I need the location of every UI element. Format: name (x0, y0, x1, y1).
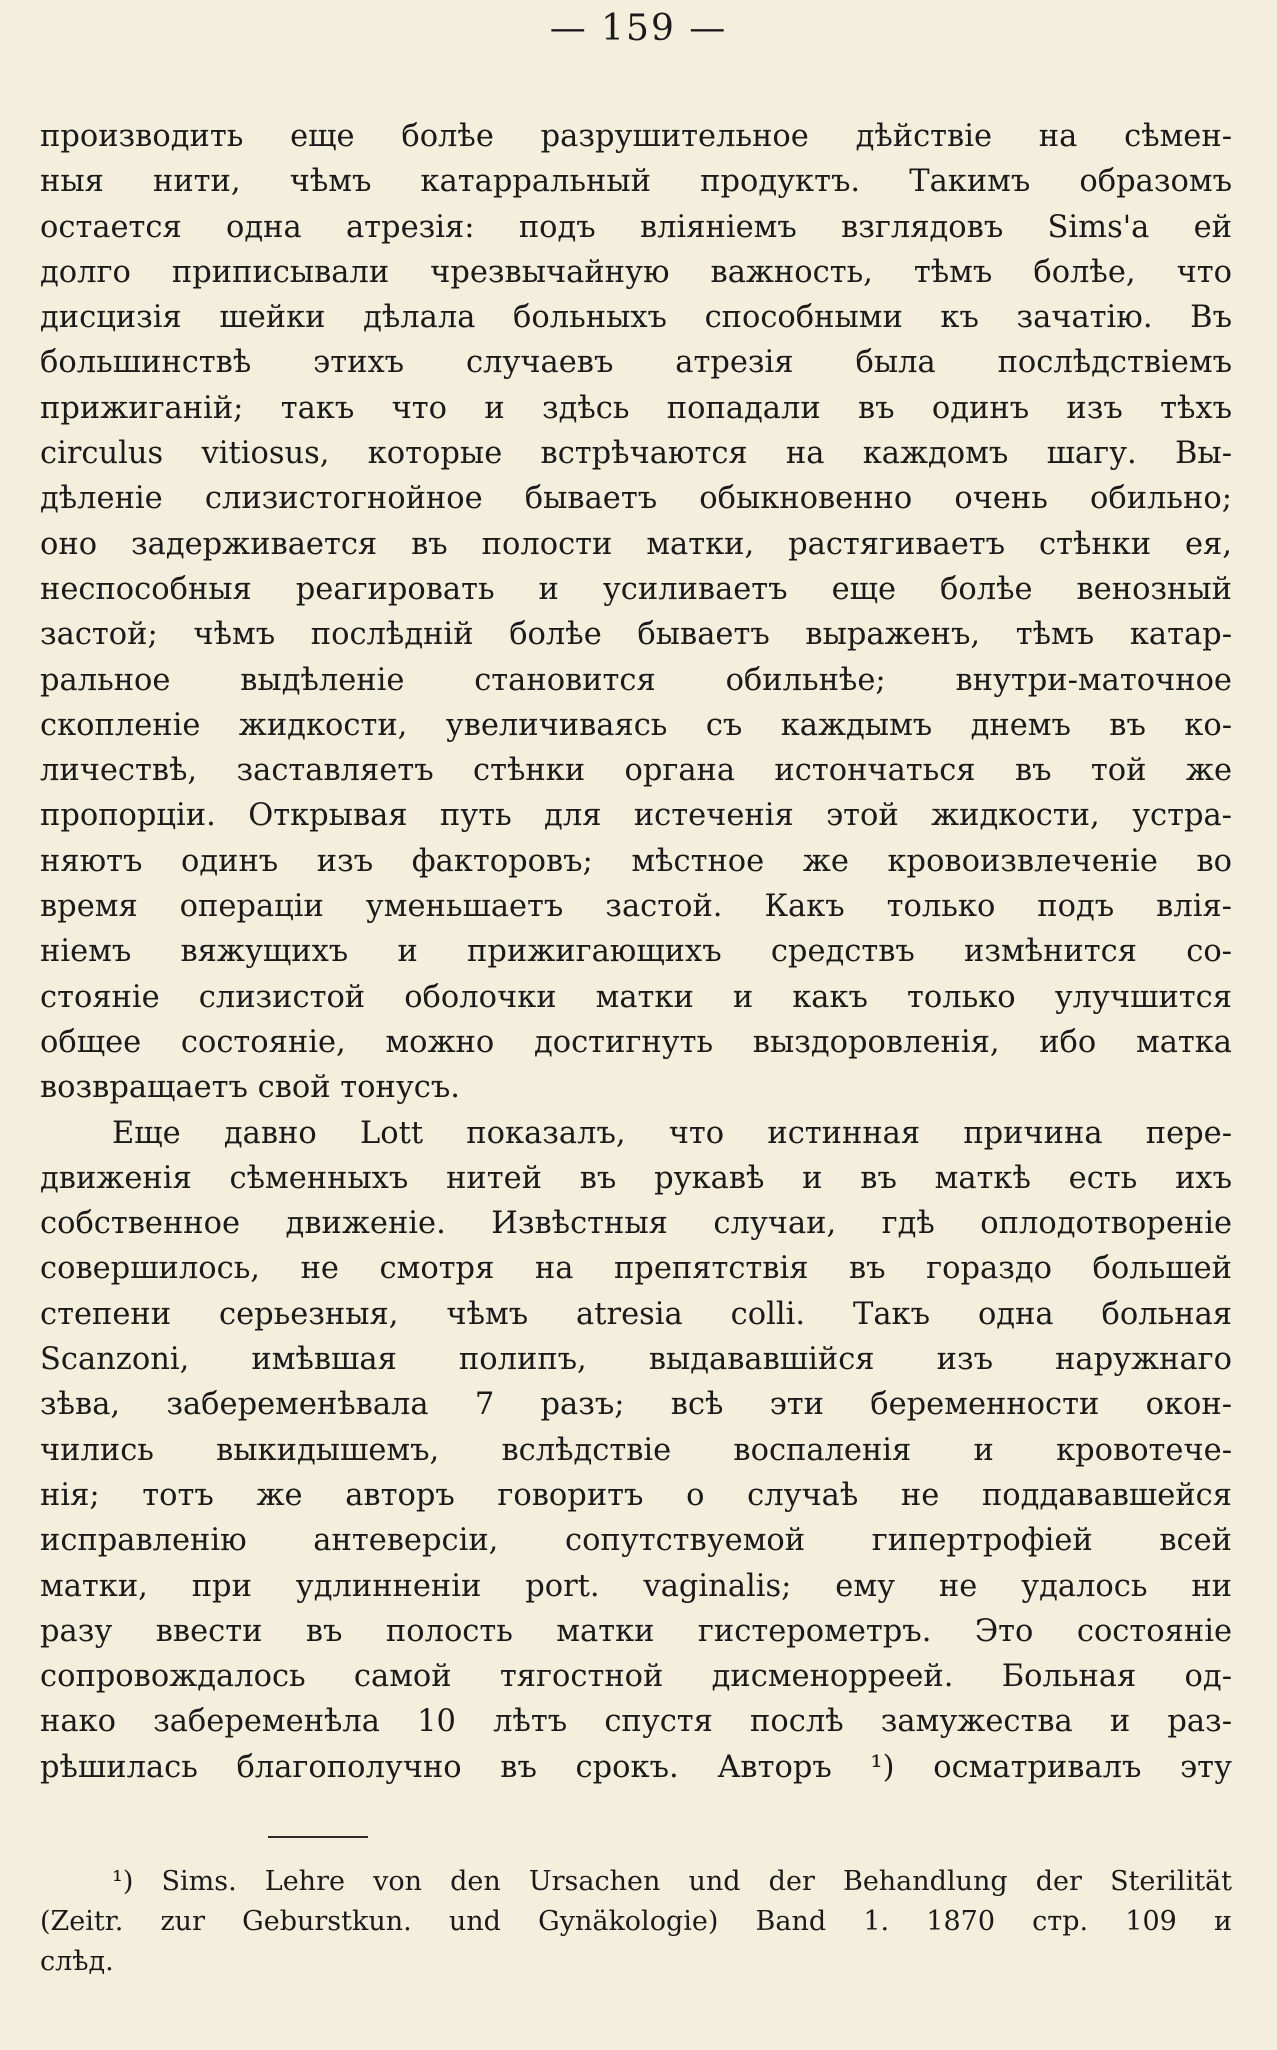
text-line: матки, при удлинненіи port. vaginalis; ему не удалось ни (40, 1568, 1232, 1604)
text-line: сопровождалось самой тягостной дисменорреей. Больная од- (40, 1659, 1232, 1695)
footnote (40, 1862, 1232, 1982)
text-line: няютъ одинъ изъ факторовъ; мѣстное же кровоизвлеченіе во (40, 843, 1232, 879)
text-line: прижиганій; такъ что и здѣсь попадали въ одинъ изъ тѣхъ (40, 390, 1232, 426)
text-line: ніемъ вяжущихъ и прижигающихъ средствъ измѣнится со- (40, 934, 1232, 970)
text-line: остается одна атрезія: подъ вліяніемъ взглядовъ Sims'а ей (40, 209, 1232, 245)
text-line: нако забеременѣла 10 лѣтъ спустя послѣ замужества и раз- (40, 1704, 1232, 1740)
text-line: возвращаетъ свой тонусъ. (40, 1070, 460, 1106)
text-line: долго приписывали чрезвычайную важность, тѣмъ болѣе, что (40, 254, 1232, 290)
paragraph-1 (40, 114, 1232, 1111)
text-line: большинствѣ этихъ случаевъ атрезія была послѣдствіемъ (40, 345, 1232, 381)
text-line: дѣленіе слизистогнойное бываетъ обыкновенно очень обильно; (40, 481, 1232, 517)
text-line: ральное выдѣленіе становится обильнѣе; внутри-маточное (40, 662, 1232, 698)
footnote-line: ¹) Sims. Lehre von den Ursachen und der Behandlung der Sterilität (112, 1866, 1232, 1897)
text-line: оно задерживается въ полости матки, растягиваетъ стѣнки ея, (40, 526, 1232, 562)
text-line: неспособныя реагировать и усиливаетъ еще болѣе венозный (40, 571, 1232, 607)
footnote-rule (268, 1836, 368, 1838)
page-number: — 159 — (549, 8, 728, 49)
footnote-line: слѣд. (40, 1946, 114, 1977)
text-line: степени серьезныя, чѣмъ atresia colli. Такъ одна больная (40, 1296, 1232, 1332)
text-line: исправленію антеверсіи, сопутствуемой гипертрофіей всей (40, 1523, 1232, 1559)
text-line: пропорціи. Открывая путь для истеченія этой жидкости, устра- (40, 798, 1232, 834)
text-line: скопленіе жидкости, увеличиваясь съ каждымъ днемъ въ ко- (40, 707, 1232, 743)
footnote-line: (Zeitr. zur Geburstkun. und Gynäkologie) Band 1. 1870 стр. 109 и (40, 1906, 1232, 1937)
body-text (40, 114, 1232, 1790)
text-line: производить еще болѣе разрушительное дѣйствіе на сѣмен- (40, 119, 1232, 154)
text-line: зѣва, забеременѣвала 7 разъ; всѣ эти беременности окон- (40, 1387, 1232, 1423)
text-line: движенія сѣменныхъ нитей въ рукавѣ и въ маткѣ есть ихъ (40, 1160, 1232, 1196)
text-line: Scanzoni, имѣвшая полипъ, выдававшійся изъ наружнаго (40, 1342, 1232, 1378)
text-line: ныя нити, чѣмъ катарральный продуктъ. Такимъ образомъ (40, 164, 1232, 200)
text-line: разу ввести въ полость матки гистерометръ. Это состояніе (40, 1613, 1232, 1649)
text-line: Еще давно Lott показалъ, что истинная причина пере- (112, 1115, 1232, 1151)
text-line: собственное движеніе. Извѣстныя случаи, гдѣ оплодотвореніе (40, 1206, 1232, 1242)
text-line: чились выкидышемъ, вслѣдствіе воспаленія и кровотече- (40, 1432, 1232, 1468)
text-line: совершилось, не смотря на препятствія въ гораздо большей (40, 1251, 1232, 1287)
text-line: circulus vitiosus, которые встрѣчаются на каждомъ шагу. Вы- (40, 436, 1232, 472)
text-line: застой; чѣмъ послѣдній болѣе бываетъ выраженъ, тѣмъ катар- (40, 617, 1232, 653)
text-line: стояніе слизистой оболочки матки и какъ только улучшится (40, 979, 1232, 1015)
text-line: нія; тотъ же авторъ говоритъ о случаѣ не поддававшейся (40, 1477, 1232, 1513)
text-line: личествѣ, заставляетъ стѣнки органа истончаться въ той же (40, 753, 1232, 789)
text-line: дисцизія шейки дѣлала больныхъ способными къ зачатію. Въ (40, 300, 1232, 336)
text-line: рѣшилась благополучно въ срокъ. Авторъ ¹) осматривалъ эту (40, 1749, 1232, 1785)
text-line: время операціи уменьшаетъ застой. Какъ только подъ влія- (40, 889, 1232, 925)
text-line: общее состояніе, можно достигнуть выздоровленія, ибо матка (40, 1024, 1232, 1060)
paragraph-2 (40, 1111, 1232, 1790)
